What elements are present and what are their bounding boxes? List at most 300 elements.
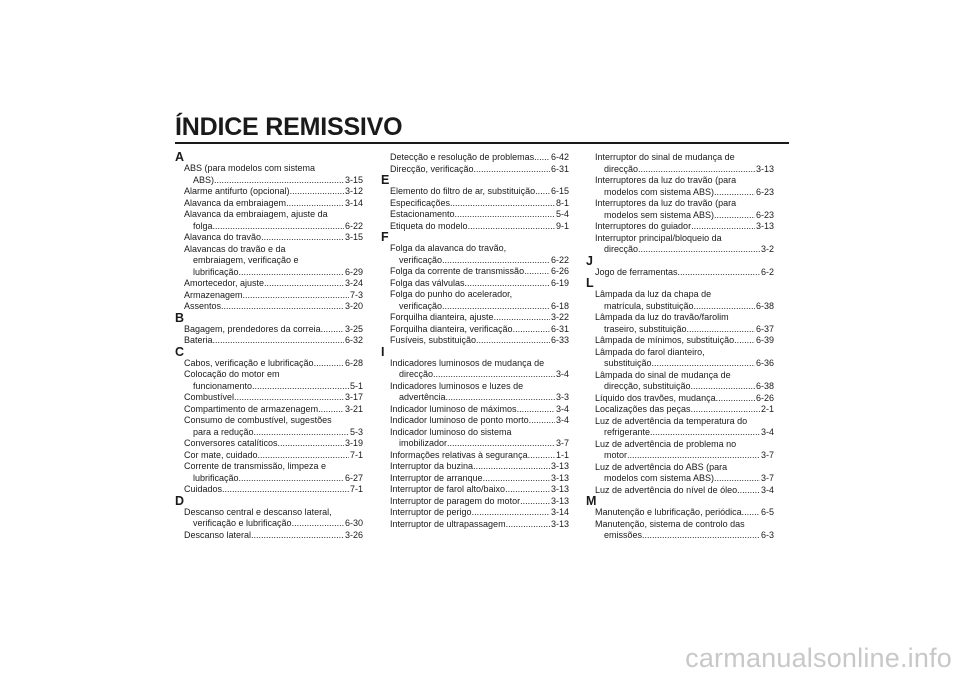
index-entry-row <box>390 507 569 519</box>
page-reference: 3-13 <box>755 163 774 174</box>
index-entry-row <box>595 485 774 497</box>
index-letter-heading: C <box>175 344 185 359</box>
index-entry-row <box>595 427 774 439</box>
leader-dots <box>650 427 760 439</box>
leader-dots <box>529 415 555 427</box>
index-entry-text: Indicador luminoso do sistema <box>390 426 512 437</box>
leader-dots <box>433 369 555 381</box>
leader-dots <box>214 175 344 187</box>
page-reference: 8-1 <box>555 197 569 208</box>
page-reference: 3-14 <box>344 197 363 208</box>
index-entry-text: Colocação do motor em <box>184 369 280 379</box>
leader-dots <box>638 164 755 176</box>
index-entry <box>175 415 363 438</box>
index-entry-text: Cabos, verificação e lubrificação <box>184 357 314 368</box>
index-entry-text: Lâmpada da luz do travão/farolim <box>595 312 729 322</box>
index-entry-line <box>390 358 569 370</box>
leader-dots <box>742 507 760 519</box>
page-reference: 6-23 <box>755 186 774 197</box>
index-entry-row <box>595 301 774 313</box>
page-reference: 6-31 <box>550 323 569 334</box>
index-entry <box>381 186 569 198</box>
index-entry <box>586 439 774 462</box>
leader-dots <box>252 381 349 393</box>
index-entry <box>175 198 363 210</box>
index-entry-text: Direcção, verificação <box>390 163 474 174</box>
index-entry-row <box>184 450 363 462</box>
index-entry <box>175 186 363 198</box>
index-entry-text: direcção <box>604 163 639 174</box>
index-entry-row <box>390 164 569 176</box>
page-reference: 3-4 <box>555 415 569 425</box>
leader-dots <box>318 404 344 416</box>
index-entry-text: Conversores catalíticos <box>184 438 278 448</box>
index-entry-text: Folga das válvulas <box>390 277 465 288</box>
index-entry-row <box>390 255 569 267</box>
index-entry <box>175 324 363 336</box>
page-reference: 3-13 <box>755 221 774 231</box>
index-entry <box>175 530 363 542</box>
page-reference: 3-4 <box>760 427 774 437</box>
leader-dots <box>472 507 550 519</box>
leader-dots <box>714 210 755 222</box>
index-entry-text: Descanso lateral <box>184 529 252 540</box>
index-entry-row <box>595 358 774 370</box>
leader-dots <box>524 266 550 278</box>
leader-dots <box>286 198 344 210</box>
index-entry <box>175 369 363 392</box>
index-entry <box>586 152 774 175</box>
page-title: ÍNDICE REMISSIVO <box>175 113 403 141</box>
index-entry-line <box>390 243 569 255</box>
index-entry <box>586 462 774 485</box>
leader-dots <box>678 267 760 279</box>
index-entry <box>381 312 569 324</box>
index-letter-heading: E <box>381 173 390 187</box>
index-entry-line <box>595 416 774 428</box>
index-entry <box>175 438 363 450</box>
index-entry <box>586 335 774 347</box>
index-entry-text: Alavanca do travão <box>184 232 262 242</box>
index-entry <box>381 289 569 312</box>
index-entry-text: imobilizador <box>399 438 448 448</box>
leader-dots <box>450 198 555 210</box>
leader-dots <box>642 530 760 542</box>
page-reference: 6-2 <box>760 266 774 277</box>
index-column-3 <box>586 152 774 542</box>
index-entry <box>175 290 363 302</box>
index-entry-text: Luz de advertência do ABS (para <box>595 461 728 472</box>
index-entry-text: Alarme antifurto (opcional) <box>184 186 290 196</box>
leader-dots <box>465 278 550 290</box>
page-reference: 7-1 <box>349 449 363 460</box>
index-entry-row <box>390 278 569 290</box>
page-reference: 6-38 <box>755 381 774 391</box>
index-entry-text: Interruptor de paragem do motor <box>390 495 521 506</box>
index-entry-row <box>184 392 363 404</box>
leader-dots <box>442 301 550 313</box>
index-entry-text: folga <box>193 220 213 231</box>
page-reference: 3-13 <box>550 484 569 494</box>
page-reference: 6-19 <box>550 277 569 288</box>
leader-dots <box>528 450 555 462</box>
index-entry-line <box>595 347 774 359</box>
index-entry-row <box>184 232 363 244</box>
index-entry-row <box>184 175 363 187</box>
page-reference: 3-22 <box>550 312 569 322</box>
index-entry-row <box>595 450 774 462</box>
index-entry-row <box>184 438 363 450</box>
index-entry-row <box>595 530 774 542</box>
leader-dots <box>234 392 344 404</box>
index-entry <box>586 312 774 335</box>
page-reference: 1-1 <box>555 449 569 460</box>
index-entry <box>586 416 774 439</box>
leader-dots <box>221 301 344 313</box>
page-reference: 3-14 <box>550 507 569 517</box>
index-entry-text: modelos com sistema ABS) <box>604 473 715 483</box>
page-reference: 3-15 <box>344 232 363 242</box>
page-reference: 3-2 <box>760 244 774 254</box>
index-entry-text: verificação <box>399 254 443 265</box>
index-entry <box>381 404 569 416</box>
index-entry-line <box>595 370 774 382</box>
index-entry <box>586 519 774 542</box>
page-reference: 6-32 <box>344 335 363 345</box>
index-entry-text: verificação <box>399 300 443 311</box>
index-entry-row <box>184 530 363 542</box>
page-reference: 6-38 <box>755 300 774 311</box>
index-entry-row <box>595 335 774 347</box>
index-entry-line <box>390 381 569 393</box>
index-entry <box>586 347 774 370</box>
index-entry-text: direcção, substituição <box>604 381 691 391</box>
index-entry <box>586 404 774 416</box>
index-entry-line <box>184 209 363 221</box>
leader-dots <box>638 244 760 256</box>
index-entry-text: Bagagem, prendedores da correia <box>184 323 321 334</box>
leader-dots <box>213 221 344 233</box>
index-entry <box>175 278 363 290</box>
index-entry-line <box>595 289 774 301</box>
index-entry <box>381 427 569 450</box>
index-entry <box>175 450 363 462</box>
index-entry-row <box>184 278 363 290</box>
index-entry-text: Cuidados <box>184 484 223 494</box>
index-entry <box>586 233 774 256</box>
index-entry-row <box>390 415 569 427</box>
page-reference: 3-7 <box>555 438 569 448</box>
page-reference: 3-4 <box>760 484 774 495</box>
index-letter-heading: F <box>381 230 389 244</box>
index-letter-heading: I <box>381 344 385 359</box>
index-entry-row <box>390 438 569 450</box>
index-entry-text: matrícula, substituição <box>604 300 694 311</box>
index-entry-line <box>595 312 774 324</box>
index-entry <box>381 164 569 176</box>
index-entry-text: Interruptor de ultrapassagem <box>390 518 506 529</box>
leader-dots <box>505 484 550 496</box>
index-entry-text: Etiqueta do modelo <box>390 220 468 231</box>
index-entry-row <box>595 244 774 256</box>
index-entry-row <box>390 312 569 324</box>
index-entry <box>381 209 569 221</box>
index-entry <box>586 393 774 405</box>
index-entry-row <box>390 461 569 473</box>
page-reference: 6-15 <box>550 186 569 196</box>
leader-dots <box>455 209 555 221</box>
leader-dots <box>254 427 349 439</box>
leader-dots <box>213 335 344 347</box>
index-entry-row <box>595 404 774 416</box>
index-entry-text: substituição <box>604 358 652 368</box>
index-entry-row <box>184 427 363 439</box>
index-entry-text: Assentos <box>184 301 222 311</box>
leader-dots <box>714 187 755 199</box>
page-reference: 9-1 <box>555 220 569 231</box>
index-entry-row <box>184 484 363 496</box>
leader-dots <box>687 324 755 336</box>
index-entry-row <box>595 381 774 393</box>
index-entry-line <box>595 439 774 451</box>
leader-dots <box>694 301 755 313</box>
index-entry-text: Líquido dos travões, mudança <box>595 392 716 403</box>
page-reference: 6-39 <box>755 335 774 345</box>
index-entry-row <box>184 518 363 530</box>
leader-dots <box>716 393 755 405</box>
index-entry-line <box>595 198 774 210</box>
index-entry-text: Lâmpada do farol dianteiro, <box>595 346 705 357</box>
page-reference: 6-42 <box>550 152 569 162</box>
index-entry-row <box>390 519 569 531</box>
index-entry-text: Manutenção e lubrificação, periódica <box>595 507 742 517</box>
index-entry <box>381 381 569 404</box>
index-entry-row <box>390 186 569 198</box>
index-entry-text: Jogo de ferramentas <box>595 266 678 277</box>
page-reference: 5-4 <box>555 209 569 219</box>
index-entry <box>381 243 569 266</box>
index-entry <box>175 163 363 186</box>
index-entry-text: direcção <box>399 369 434 379</box>
index-entry-row <box>595 210 774 222</box>
watermark: carmanualsonline.info <box>685 643 952 673</box>
index-entry-text: Especificações <box>390 197 451 208</box>
page-reference: 6-22 <box>344 220 363 231</box>
index-entry-row <box>390 266 569 278</box>
index-entry-text: motor <box>604 450 628 460</box>
index-entry-line <box>595 152 774 164</box>
index-entry-line <box>595 175 774 187</box>
page-reference: 6-26 <box>550 266 569 276</box>
index-entry <box>586 507 774 519</box>
leader-dots <box>534 152 550 164</box>
index-entry <box>381 358 569 381</box>
page-reference: 6-3 <box>760 530 774 540</box>
index-entry-row <box>595 393 774 405</box>
leader-dots <box>468 221 555 233</box>
index-entry <box>381 152 569 164</box>
index-entry-text: Interruptor da buzina <box>390 461 474 471</box>
index-entry-row <box>184 404 363 416</box>
index-entry-text: Detecção e resolução de problemas <box>390 152 535 162</box>
index-entry <box>175 232 363 244</box>
index-entry-row <box>390 450 569 462</box>
index-entry <box>381 450 569 462</box>
index-entry-text: ABS) <box>193 174 215 185</box>
index-entry-text: Lâmpada do sinal de mudança de <box>595 369 731 380</box>
index-entry-line <box>184 163 363 175</box>
page-reference: 6-26 <box>755 392 774 403</box>
index-entry-text: Lâmpada da luz da chapa de <box>595 289 712 299</box>
index-entry-text: Forquilha dianteira, ajuste <box>390 312 494 322</box>
page-reference: 2-1 <box>760 404 774 414</box>
index-entry-text: Manutenção, sistema de controlo das <box>595 518 745 529</box>
index-letter-heading: L <box>586 276 594 290</box>
page-reference: 6-27 <box>344 472 363 483</box>
index-entry-text: Corrente de transmissão, limpeza e <box>184 461 327 471</box>
index-entry-row <box>595 164 774 176</box>
index-entry-row <box>390 392 569 404</box>
leader-dots <box>278 438 344 450</box>
index-entry-text: Folga da alavanca do travão, <box>390 243 507 253</box>
index-entry <box>175 404 363 416</box>
index-entry-row <box>184 381 363 393</box>
page-reference: 7-1 <box>349 484 363 494</box>
page-reference: 6-33 <box>550 335 569 345</box>
index-entry-text: traseiro, substituição <box>604 323 687 334</box>
index-entry-text: verificação e lubrificação <box>193 518 292 528</box>
index-entry-row <box>390 198 569 210</box>
leader-dots <box>243 290 349 302</box>
leader-dots <box>691 381 755 393</box>
page-reference: 3-13 <box>550 461 569 471</box>
index-entry-row <box>184 301 363 313</box>
index-entry-text: advertência <box>399 392 446 402</box>
leader-dots <box>447 438 555 450</box>
leader-dots <box>652 358 755 370</box>
index-letter-heading: J <box>586 253 593 268</box>
index-entry-row <box>390 335 569 347</box>
index-entry-text: Luz de advertência do nível de óleo <box>595 484 738 495</box>
index-entry-row <box>390 484 569 496</box>
index-entry-row <box>595 507 774 519</box>
index-entry-row <box>595 473 774 485</box>
index-entry-line <box>595 233 774 245</box>
index-entry-text: Estacionamento <box>390 209 455 219</box>
leader-dots <box>494 312 550 324</box>
page-reference: 3-15 <box>344 174 363 185</box>
index-entry-text: lubrificação <box>193 266 239 277</box>
leader-dots <box>691 404 760 416</box>
index-entry <box>586 370 774 393</box>
page-reference: 3-7 <box>760 450 774 460</box>
page-reference: 3-21 <box>344 403 363 414</box>
page-reference: 6-28 <box>344 357 363 368</box>
index-entry-row <box>184 473 363 485</box>
index-entry-text: modelos sem sistema ABS) <box>604 209 715 220</box>
page-reference: 3-4 <box>555 403 569 414</box>
leader-dots <box>473 461 550 473</box>
index-entry-row <box>390 404 569 416</box>
index-entry-text: Interruptor de farol alto/baixo <box>390 484 506 494</box>
index-entry <box>175 244 363 279</box>
index-entry-row <box>390 209 569 221</box>
title-rule <box>175 142 789 144</box>
leader-dots <box>251 530 344 542</box>
index-entry-text: Elemento do filtro de ar, substituição <box>390 186 536 196</box>
index-entry <box>381 415 569 427</box>
leader-dots <box>691 221 755 233</box>
index-entry <box>175 484 363 496</box>
index-entry-line <box>184 244 363 256</box>
index-entry <box>175 461 363 484</box>
page-reference: 3-20 <box>344 301 363 311</box>
index-entry <box>586 289 774 312</box>
index-entry-row <box>390 324 569 336</box>
index-entry-line <box>184 415 363 427</box>
index-entry-row <box>390 473 569 485</box>
page-reference: 3-13 <box>550 495 569 506</box>
index-entry-line <box>595 462 774 474</box>
index-entry <box>586 267 774 279</box>
leader-dots <box>506 519 550 531</box>
index-entry-text: Folga da corrente de transmissão <box>390 266 525 276</box>
index-entry-text: Alavanca da embraiagem <box>184 197 287 208</box>
page-reference: 6-37 <box>755 323 774 334</box>
page-reference: 3-12 <box>344 186 363 196</box>
index-entry <box>175 507 363 530</box>
index-entry-line <box>184 507 363 519</box>
index-entry-line <box>390 289 569 301</box>
index-entry-text: refrigerante <box>604 427 651 437</box>
leader-dots <box>239 267 344 279</box>
index-entry <box>381 507 569 519</box>
page-reference: 3-13 <box>550 518 569 529</box>
page-reference: 5-1 <box>349 380 363 391</box>
leader-dots <box>513 324 550 336</box>
index-entry-text: funcionamento <box>193 380 253 391</box>
index-entry-row <box>390 301 569 313</box>
index-entry-row <box>184 290 363 302</box>
index-entry-text: Interruptores da luz do travão (para <box>595 198 737 208</box>
page-reference: 3-24 <box>344 278 363 288</box>
index-entry-row <box>595 187 774 199</box>
page-reference: 6-22 <box>550 254 569 265</box>
leader-dots <box>258 450 349 462</box>
index-entry <box>586 175 774 198</box>
page-reference: 6-18 <box>550 300 569 311</box>
index-entry <box>381 324 569 336</box>
index-entry-row <box>390 221 569 233</box>
index-entry <box>381 221 569 233</box>
index-entry-text: Interruptores da luz do travão (para <box>595 175 737 185</box>
index-entry <box>586 198 774 221</box>
index-letter-heading: D <box>175 493 185 508</box>
leader-dots <box>314 358 344 370</box>
leader-dots <box>474 164 550 176</box>
page-reference: 3-7 <box>760 473 774 483</box>
index-entry-row <box>390 496 569 508</box>
index-entry-row <box>184 358 363 370</box>
index-letter-heading: A <box>175 150 185 164</box>
leader-dots <box>290 186 344 198</box>
leader-dots <box>734 335 755 347</box>
index-entry-row <box>184 267 363 279</box>
index-entry <box>381 496 569 508</box>
index-entry-line <box>184 461 363 473</box>
index-column-1 <box>175 152 363 541</box>
index-entry-text: direcção <box>604 244 639 254</box>
